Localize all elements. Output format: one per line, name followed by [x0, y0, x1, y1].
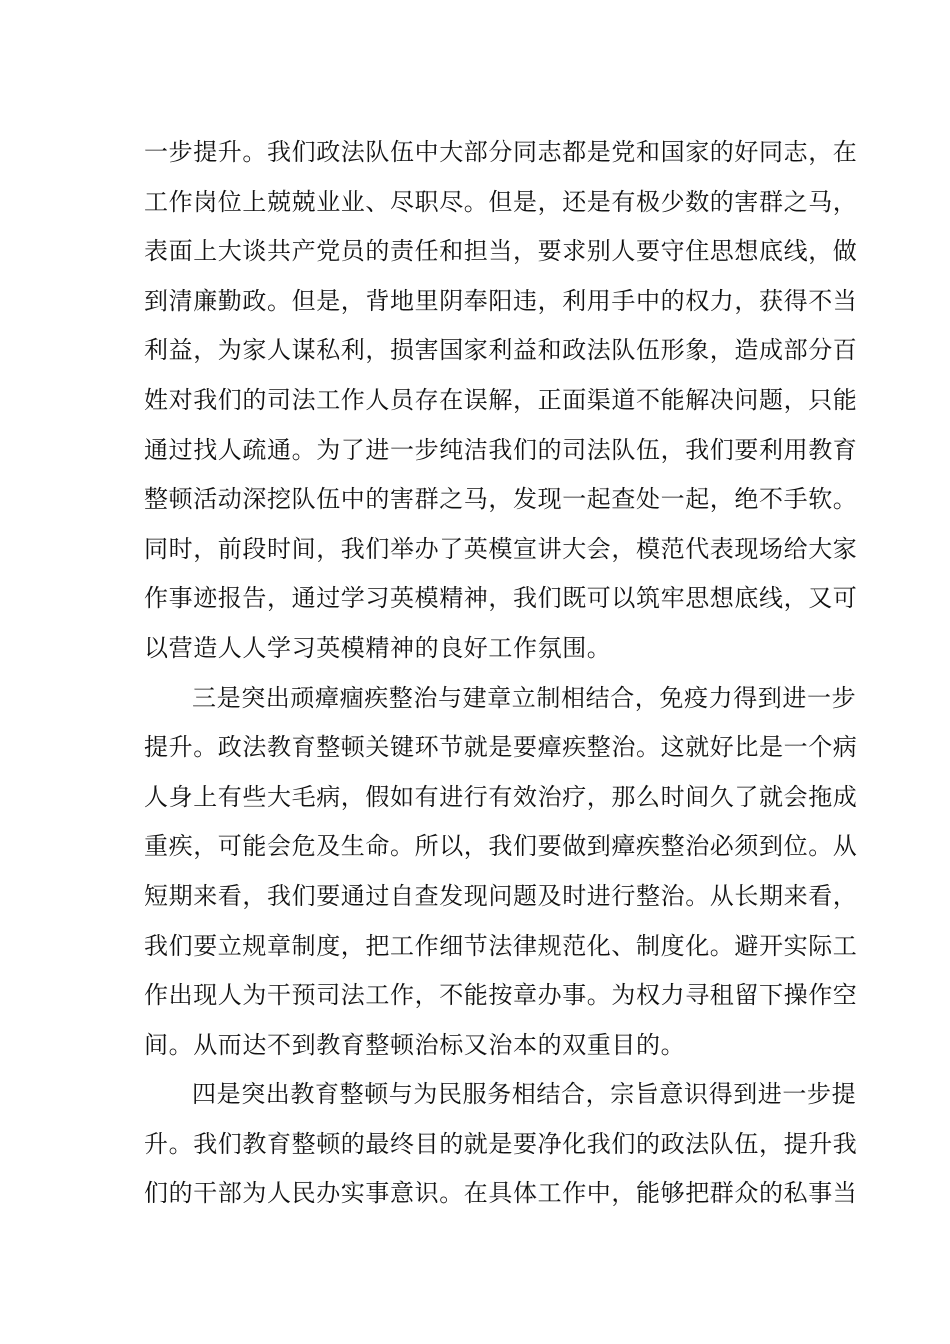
text-line-22: 们的干部为人民办实事意识。在具体工作中，能够把群众的私事当 — [144, 1179, 858, 1208]
text-line-2: 工作岗位上兢兢业业、尽职尽。但是，还是有极少数的害群之马， — [144, 187, 858, 216]
document-body — [144, 128, 858, 1219]
paragraph-3-line-1: 三是突出顽瘴痼疾整治与建章立制相结合，免疫力得到进一步 — [192, 683, 857, 712]
text-line-5: 利益，为家人谋私利，损害国家利益和政法队伍形象，造成部分百 — [144, 336, 858, 365]
text-line-10: 作事迹报告，通过学习英模精神，我们既可以筑牢思想底线，又可 — [144, 584, 858, 613]
text-line-1: 一步提升。我们政法队伍中大部分同志都是党和国家的好同志，在 — [144, 138, 858, 166]
text-line-16: 短期来看，我们要通过自查发现问题及时进行整治。从长期来看， — [144, 881, 858, 910]
text-line-17: 我们要立规章制度，把工作细节法律规范化、制度化。避开实际工 — [144, 931, 858, 960]
text-line-21: 升。我们教育整顿的最终目的就是要净化我们的政法队伍，提升我 — [144, 1129, 858, 1158]
text-line-14: 人身上有些大毛病，假如有进行有效治疗，那么时间久了就会拖成 — [144, 782, 858, 811]
text-line-18: 作出现人为干预司法工作，不能按章办事。为权力寻租留下操作空 — [144, 981, 858, 1010]
text-line-11: 以营造人人学习英模精神的良好工作氛围。 — [144, 633, 612, 662]
text-line-8: 整顿活动深挖队伍中的害群之马，发现一起查处一起，绝不手软。 — [144, 485, 858, 514]
text-line-15: 重疾，可能会危及生命。所以，我们要做到瘴疾整治必须到位。从 — [144, 832, 858, 861]
text-line-4: 到清廉勤政。但是，背地里阴奉阳违，利用手中的权力，获得不当 — [144, 286, 858, 315]
text-line-3: 表面上大谈共产党员的责任和担当，要求别人要守住思想底线，做 — [144, 237, 858, 266]
text-line-7: 通过找人疏通。为了进一步纯洁我们的司法队伍，我们要利用教育 — [144, 435, 858, 464]
text-line-9: 同时，前段时间，我们举办了英模宣讲大会，模范代表现场给大家 — [144, 534, 858, 563]
paragraph-4-line-1: 四是突出教育整顿与为民服务相结合，宗旨意识得到进一步提 — [192, 1080, 857, 1109]
text-line-13: 提升。政法教育整顿关键环节就是要瘴疾整治。这就好比是一个病 — [144, 733, 858, 762]
text-line-6: 姓对我们的司法工作人员存在误解，正面渠道不能解决问题，只能 — [144, 385, 858, 414]
text-line-19: 间。从而达不到教育整顿治标又治本的双重目的。 — [144, 1030, 686, 1059]
